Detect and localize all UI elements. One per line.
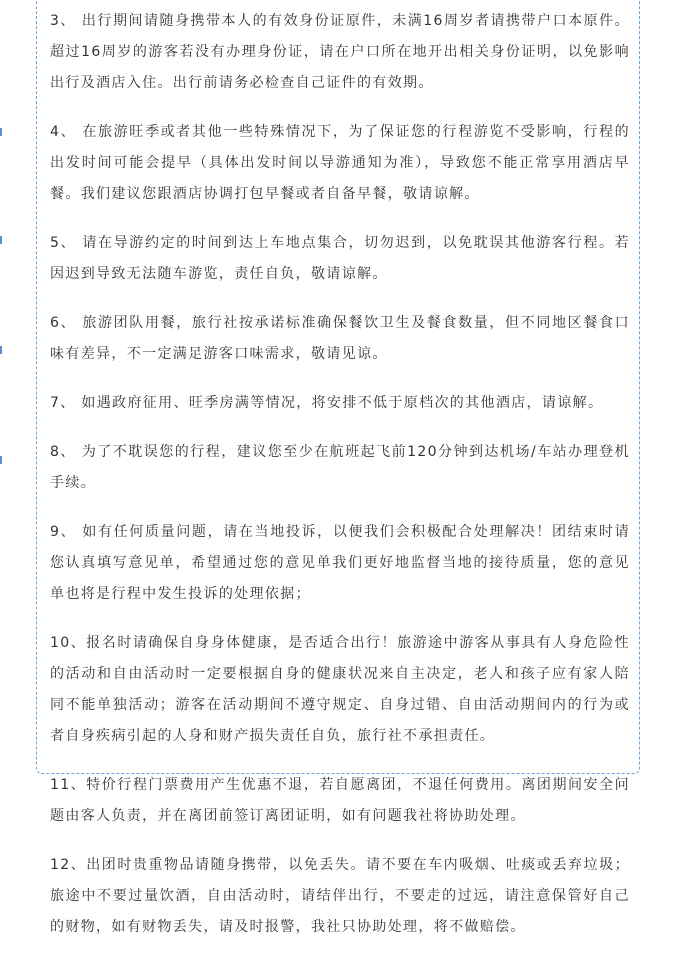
notice-list [50,6,630,961]
notice-item-7: 7、 如遇政府征用、旺季房满等情况，将安排不低于原档次的其他酒店，请谅解。 [50,395,604,411]
notice-item-12: 12、出团时贵重物品请随身携带，以免丢失。请不要在车内吸烟、吐痰或丢弃垃圾；旅途中不要过量饮酒，自由活动时，请结伴出行，不要走的过远，请注意保管好自己的财物，如有财物丢失，请及时报警，我社只协助处理，将不做赔偿。 [50,857,630,935]
left-edge-strip [0,0,8,792]
edge-marker [0,346,2,354]
notice-item-11: 11、特价行程门票费用产生优惠不退，若自愿离团，不退任何费用。离团期间安全问题由客人负责，并在离团前签订离团证明，如有问题我社将协助处理。 [50,777,630,824]
notice-item-4: 4、 在旅游旺季或者其他一些特殊情况下，为了保证您的行程游览不受影响，行程的出发时间可能会提早（具体出发时间以导游通知为准），导致您不能正常享用酒店早餐。我们建议您跟酒店协调打包早餐或者自备早餐，敬请谅解。 [50,124,630,202]
edge-marker [0,128,2,136]
notice-item-10: 10、报名时请确保自身身体健康，是否适合出行！旅游途中游客从事具有人身危险性的活动和自由活动时一定要根据自身的健康状况来自主决定，老人和孩子应有家人陪同不能单独活动；游客在活动期间不遵守规定、自身过错、自由活动期间内的行为或者自身疾病引起的人身和财产损失责任自负，旅行社不承担责任。 [50,635,630,744]
edge-marker [0,456,2,464]
notice-item-5: 5、 请在导游约定的时间到达上车地点集合，切勿迟到，以免耽误其他游客行程。若因迟到导致无法随车游览，责任自负，敬请谅解。 [50,235,630,282]
notice-item-8: 8、 为了不耽误您的行程，建议您至少在航班起飞前120分钟到达机场/车站办理登机手续。 [50,444,630,491]
notice-item-3: 3、 出行期间请随身携带本人的有效身份证原件，未满16周岁者请携带户口本原件。超过16周岁的游客若没有办理身份证，请在户口所在地开出相关身份证明，以免影响出行及酒店入住。出行前请务必检查自己证件的有效期。 [50,13,630,91]
notice-item-9: 9、 如有任何质量问题，请在当地投诉，以便我们会积极配合处理解决！团结束时请您认真填写意见单，希望通过您的意见单我们更好地监督当地的接待质量，您的意见单也将是行程中发生投诉的处理依据； [50,524,630,602]
notice-item-6: 6、 旅游团队用餐，旅行社按承诺标准确保餐饮卫生及餐食数量，但不同地区餐食口味有差异，不一定满足游客口味需求，敬请见谅。 [50,315,630,362]
edge-marker [0,236,2,244]
